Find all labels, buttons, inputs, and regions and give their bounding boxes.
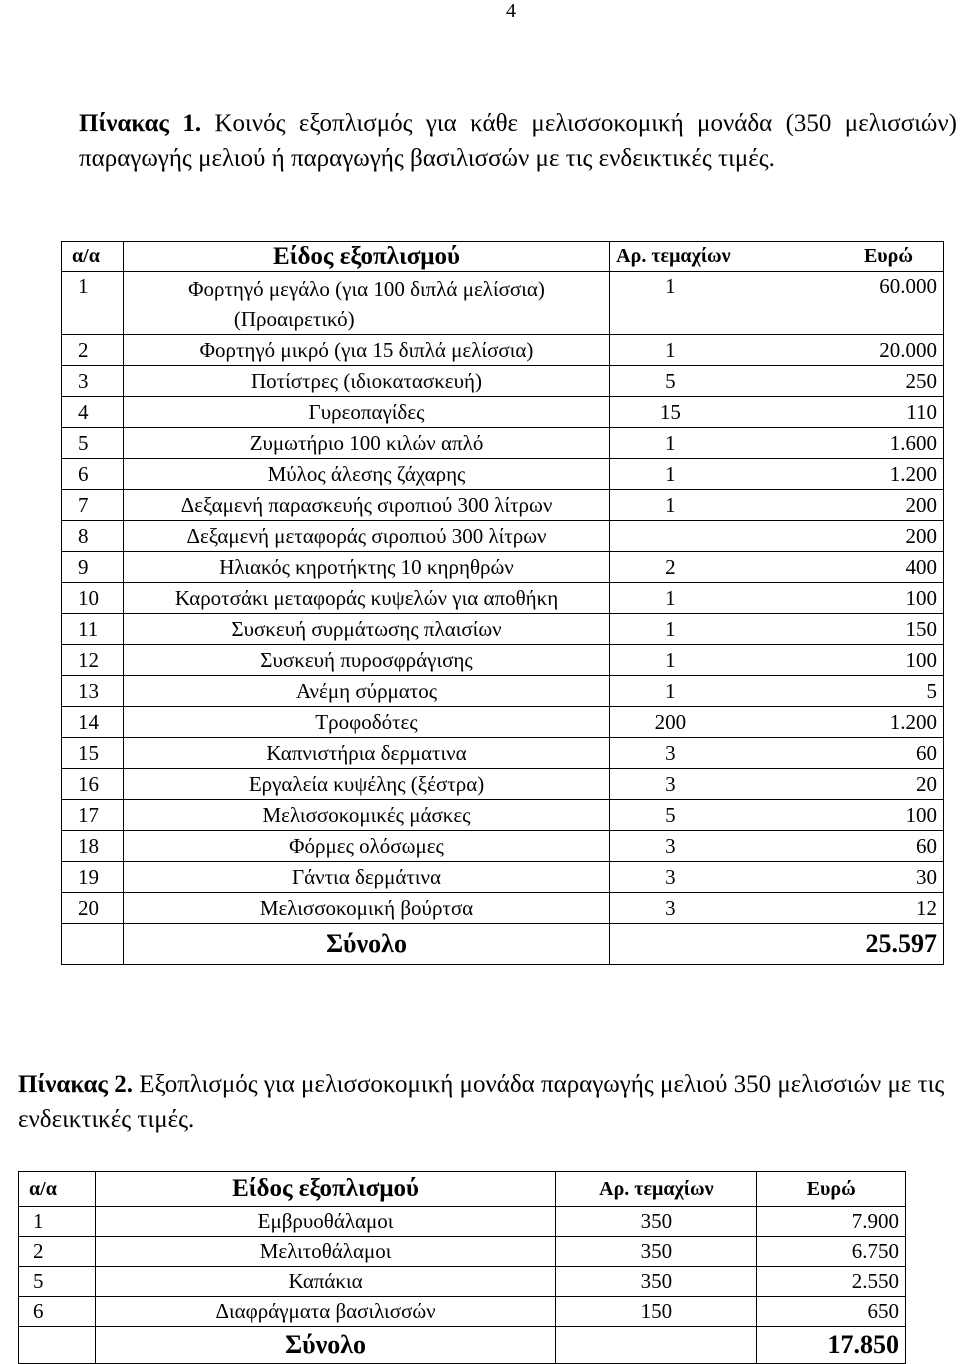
total-empty-cell: [556, 1327, 757, 1364]
row-item: Μελιτοθάλαμοι: [95, 1237, 555, 1267]
table-row: [62, 552, 944, 583]
equipment-table-1: [61, 241, 944, 965]
row-aa: 17: [62, 800, 124, 831]
row-item: Εμβρυοθάλαμοι: [95, 1207, 555, 1237]
table-row: [62, 583, 944, 614]
table-row: [62, 769, 944, 800]
row-item: Ηλιακός κηροτήκτης 10 κηρηθρών: [123, 552, 609, 583]
table1-caption-label: Πίνακας 1.: [79, 110, 202, 137]
row-item: Εργαλεία κυψέλης (ξέστρα): [123, 769, 609, 800]
row-qty: 1: [610, 459, 731, 490]
row-qty: 1: [610, 272, 731, 335]
row-aa: 14: [62, 707, 124, 738]
row-qty: 3: [610, 769, 731, 800]
row-eur: 200: [731, 521, 944, 552]
table-row: [62, 862, 944, 893]
row-eur: 1.600: [731, 428, 944, 459]
total-label: Σύνολο: [123, 924, 609, 965]
table-row: [62, 521, 944, 552]
row-aa: 6: [62, 459, 124, 490]
row-qty: 1: [610, 676, 731, 707]
row-eur: 2.550: [757, 1267, 906, 1297]
row-item: Μελισσοκομικές μάσκες: [123, 800, 609, 831]
row-eur: 20.000: [731, 335, 944, 366]
table-row: [62, 645, 944, 676]
row-qty: 1: [610, 645, 731, 676]
row-aa: 2: [19, 1237, 96, 1267]
header-aa: α/α: [19, 1172, 96, 1207]
row-qty: 200: [610, 707, 731, 738]
table-row: [62, 272, 944, 335]
row-eur: 100: [731, 645, 944, 676]
table-row: [62, 893, 944, 924]
row-eur: 60.000: [731, 272, 944, 335]
row-aa: 20: [62, 893, 124, 924]
table-row: [19, 1267, 906, 1297]
row-qty: 1: [610, 428, 731, 459]
total-value: 25.597: [610, 924, 944, 965]
header-eur: Ευρώ: [757, 1172, 906, 1207]
row-item: Καροτσάκι μεταφοράς κυψελών για αποθήκη: [123, 583, 609, 614]
table-row: [62, 490, 944, 521]
row-aa: 9: [62, 552, 124, 583]
row-item: Φορτηγό μικρό (για 15 διπλά μελίσσια): [123, 335, 609, 366]
row-aa: 3: [62, 366, 124, 397]
row-qty: 3: [610, 738, 731, 769]
table2-caption: [18, 1067, 948, 1137]
row-item: Δεξαμενή μεταφοράς σιροπιού 300 λίτρων: [123, 521, 609, 552]
row-aa: 12: [62, 645, 124, 676]
row-aa: 2: [62, 335, 124, 366]
row-qty: 3: [610, 893, 731, 924]
row-eur: 1.200: [731, 459, 944, 490]
table-row: [62, 614, 944, 645]
row-item: Φόρμες ολόσωμες: [123, 831, 609, 862]
row-qty: [610, 521, 731, 552]
row-aa: 7: [62, 490, 124, 521]
row-item: Δεξαμενή παρασκευής σιροπιού 300 λίτρων: [123, 490, 609, 521]
row-qty: 1: [610, 583, 731, 614]
row-item: Μύλος άλεσης ζάχαρης: [123, 459, 609, 490]
row-item: Συσκευή πυροσφράγισης: [123, 645, 609, 676]
row-eur: 5: [731, 676, 944, 707]
row-qty: 150: [556, 1297, 757, 1327]
total-row: [19, 1327, 906, 1364]
row-eur: 6.750: [757, 1237, 906, 1267]
row-eur: 1.200: [731, 707, 944, 738]
row-aa: 15: [62, 738, 124, 769]
row-aa: 6: [19, 1297, 96, 1327]
row-qty: 350: [556, 1207, 757, 1237]
row-aa: 18: [62, 831, 124, 862]
row-eur: 100: [731, 583, 944, 614]
row-item: Μελισσοκομική βούρτσα: [123, 893, 609, 924]
row-item: Ποτίστρες (ιδιοκατασκευή): [123, 366, 609, 397]
row-eur: 100: [731, 800, 944, 831]
row-qty: 3: [610, 862, 731, 893]
row-aa: 1: [62, 272, 124, 335]
row-item: Καπνιστήρια δερματινα: [123, 738, 609, 769]
row-aa: 19: [62, 862, 124, 893]
row-qty: 350: [556, 1267, 757, 1297]
row-qty: 15: [610, 397, 731, 428]
row-qty: 1: [610, 490, 731, 521]
table1-body: [62, 272, 944, 924]
table-row: [62, 335, 944, 366]
row-qty: 3: [610, 831, 731, 862]
page-number: 4: [506, 0, 516, 22]
table-row: [62, 397, 944, 428]
row-qty: 1: [610, 614, 731, 645]
table2-body: [19, 1207, 906, 1327]
table-row: [62, 831, 944, 862]
table-row: [62, 676, 944, 707]
row-item: [123, 272, 609, 335]
row-qty: 5: [610, 366, 731, 397]
table-row: [19, 1297, 906, 1327]
header-item: Είδος εξοπλισμού: [95, 1172, 555, 1207]
header-qty: Αρ. τεμαχίων: [556, 1172, 757, 1207]
row-qty: 1: [610, 335, 731, 366]
total-row: [62, 924, 944, 965]
row-aa: 5: [19, 1267, 96, 1297]
table-row: [62, 707, 944, 738]
row-eur: 60: [731, 738, 944, 769]
table-header-row: [62, 242, 944, 272]
row-item: Τροφοδότες: [123, 707, 609, 738]
table-header-row: [19, 1172, 906, 1207]
table2-caption-label: Πίνακας 2.: [18, 1071, 133, 1098]
row-item: Ανέμη σύρματος: [123, 676, 609, 707]
row-item: Ζυμωτήριο 100 κιλών απλό: [123, 428, 609, 459]
row-eur: 60: [731, 831, 944, 862]
row-qty: 350: [556, 1237, 757, 1267]
row-aa: 13: [62, 676, 124, 707]
header-eur: Ευρώ: [731, 242, 944, 272]
row-aa: 4: [62, 397, 124, 428]
row-item: Γυρεοπαγίδες: [123, 397, 609, 428]
table-row: [62, 366, 944, 397]
table1-caption-text: Κοινός εξοπλισμός για κάθε μελισσοκομική μονάδα (350 μελισσιών) παραγωγής μελιού ή παραγωγής βασιλισσών με τις ενδεικτικές τιμές.: [79, 110, 957, 172]
table-row: [62, 428, 944, 459]
row-eur: 20: [731, 769, 944, 800]
total-empty-cell: [19, 1327, 96, 1364]
row-item: Συσκευή συρμάτωσης πλαισίων: [123, 614, 609, 645]
row-item: Γάντια δερμάτινα: [123, 862, 609, 893]
row-item: Καπάκια: [95, 1267, 555, 1297]
row-eur: 7.900: [757, 1207, 906, 1237]
table2-caption-text: Εξοπλισμός για μελισσοκομική μονάδα παραγωγής μελιού 350 μελισσιών με τις ενδεικτικές τιμές.: [18, 1071, 945, 1133]
header-aa: α/α: [62, 242, 124, 272]
header-item: Είδος εξοπλισμού: [123, 242, 609, 272]
header-qty: Αρ. τεμαχίων: [610, 242, 731, 272]
total-label: Σύνολο: [95, 1327, 555, 1364]
row-aa: 5: [62, 428, 124, 459]
row-eur: 650: [757, 1297, 906, 1327]
row-eur: 110: [731, 397, 944, 428]
row-aa: 10: [62, 583, 124, 614]
row-aa: 11: [62, 614, 124, 645]
row-qty: 2: [610, 552, 731, 583]
table-row: [19, 1207, 906, 1237]
table-row: [62, 800, 944, 831]
row-eur: 150: [731, 614, 944, 645]
row-eur: 30: [731, 862, 944, 893]
row-eur: 400: [731, 552, 944, 583]
row-aa: 16: [62, 769, 124, 800]
table-row: [19, 1237, 906, 1267]
row-eur: 12: [731, 893, 944, 924]
total-empty-cell: [62, 924, 124, 965]
table-row: [62, 459, 944, 490]
table-row: [62, 738, 944, 769]
row-item: Διαφράγματα βασιλισσών: [95, 1297, 555, 1327]
total-value: 17.850: [757, 1327, 906, 1364]
row-qty: 5: [610, 800, 731, 831]
table1-caption: [79, 106, 957, 176]
row-aa: 1: [19, 1207, 96, 1237]
row-eur: 200: [731, 490, 944, 521]
row-item-line1: Φορτηγό μεγάλο (για 100 διπλά μελίσσια): [188, 277, 545, 301]
equipment-table-2: [18, 1171, 906, 1364]
row-item-line2: (Προαιρετικό): [233, 307, 355, 331]
row-eur: 250: [731, 366, 944, 397]
row-aa: 8: [62, 521, 124, 552]
